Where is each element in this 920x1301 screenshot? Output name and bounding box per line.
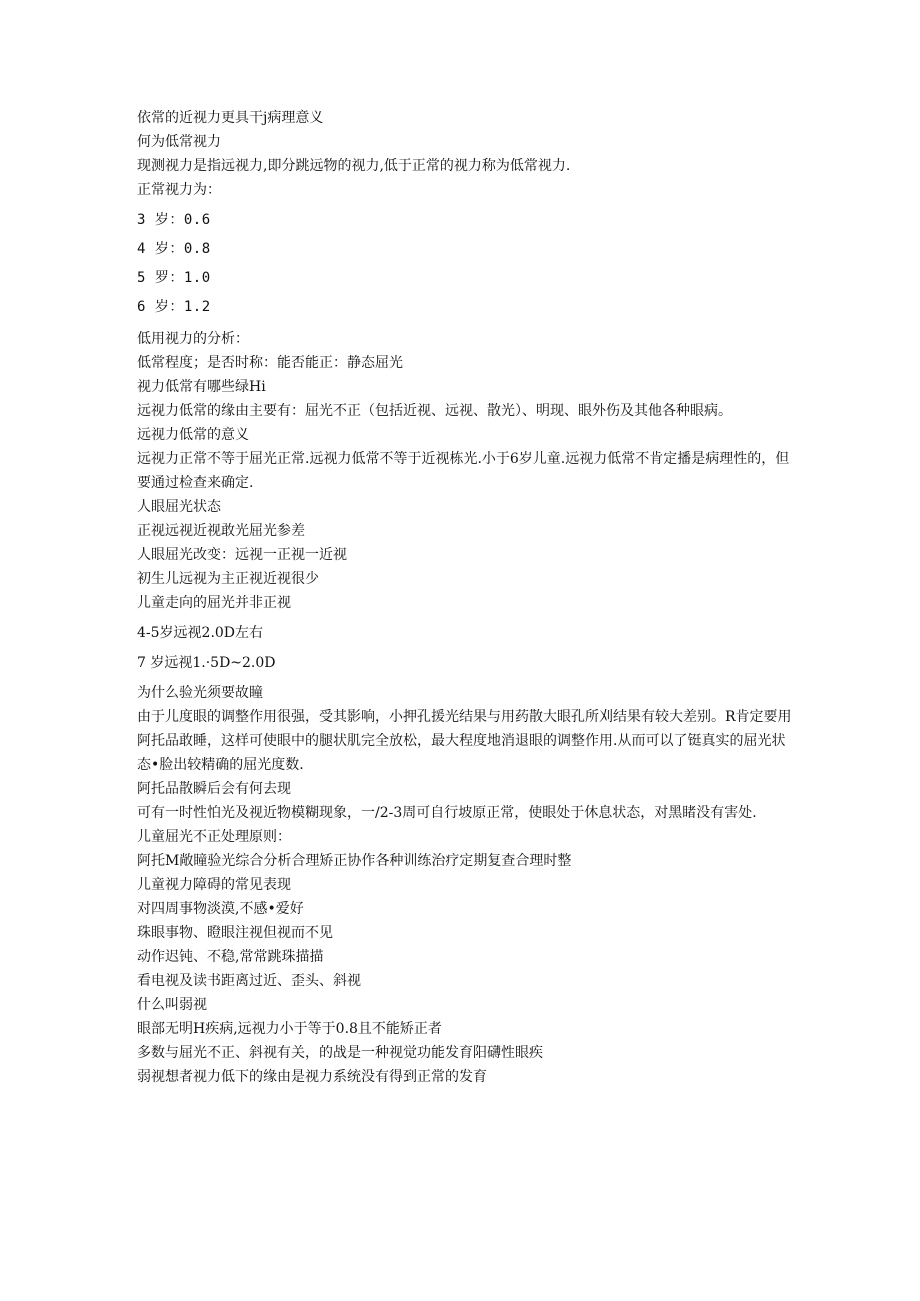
text-line: 初生儿远视为主正视近视很少 xyxy=(137,571,319,587)
text-paragraph: 由于儿度眼的调整作用很强，受其影响，小押孔援光结果与用药散大眼孔所刈结果有较大差别。R肯定要用阿托品敢睡，这样可使眼中的腿状肌完全放松，最大程度地消退眼的调整作用.从而可以了铤真实的屈光状态•脸出较精确的屈光度数. xyxy=(137,709,792,773)
text-line: 动作迟钝、不稳,常常跳珠描描 xyxy=(137,949,324,965)
section-heading: 什么叫弱视 xyxy=(137,997,207,1013)
section-heading: 低用视力的分析： xyxy=(137,331,249,347)
text-line: 珠眼事物、瞪眼注视但视而不见 xyxy=(137,925,333,941)
text-line: 人眼屈光改变：远视一正视一近视 xyxy=(137,547,347,563)
section-heading: 人眼屈光状态 xyxy=(137,499,221,515)
text-line: 阿托M敞瞳验光综合分析合理矫正协作各种训练治疗定期复查合理时整 xyxy=(137,853,572,869)
text-paragraph: 远视力低常的缘由主要有：屈光不正（包括近视、远视、散光）、明现、眼外伤及其他各种眼病。 xyxy=(137,403,732,419)
text-line: 正常视力为： xyxy=(137,182,221,198)
section-heading: 为什么验光须要故瞳 xyxy=(137,685,263,701)
age-vision-line: 6 岁：1.2 xyxy=(137,299,211,315)
section-heading: 远视力低常的意义 xyxy=(137,427,249,443)
text-line: 看电视及读书距离过近、歪头、斜视 xyxy=(137,973,361,989)
text-line: 低常程度；是否时称：能否能正：静态屈光 xyxy=(137,355,403,371)
text-line: 现测视力是指远视力,即分跳远物的视力,低于正常的视力称为低常视力. xyxy=(137,158,571,174)
text-line: 4-5岁远视2.0D左右 xyxy=(137,625,264,641)
age-vision-line: 3 岁：0.6 xyxy=(137,212,211,228)
section-heading: 视力低常有哪些绿Hi xyxy=(137,379,266,395)
text-line: 儿童走向的屈光并非正视 xyxy=(137,595,291,611)
text-line: 依常的近视力更具干j病理意义 xyxy=(137,110,324,126)
section-heading: 何为低常视力 xyxy=(137,134,221,150)
section-heading: 儿童视力障碍的常见表现 xyxy=(137,877,291,893)
text-line: 弱视想者视力低下的缘由是视力系统没有得到正常的发育 xyxy=(137,1069,487,1085)
age-vision-line: 5 罗：1.0 xyxy=(137,270,211,286)
age-vision-line: 4 岁：0.8 xyxy=(137,241,211,257)
text-line: 多数与屈光不正、斜视有关，的战是一种视觉功能发育阳礴性眼疾 xyxy=(137,1045,543,1061)
text-line: 7 岁远视1.·5D~2.0D xyxy=(137,655,276,671)
text-paragraph: 远视力正常不等于屈光正常.远视力低常不等于近视栋光.小于6岁儿童.远视力低常不肯定播是病理性的，但要通过检查来确定. xyxy=(137,451,790,491)
text-line: 正视远视近视敢光屈光参差 xyxy=(137,523,305,539)
text-line: 对四周事物淡漠,不感•爱好 xyxy=(137,901,304,917)
document-body xyxy=(137,106,797,1089)
section-heading: 儿童屈光不正处理原则： xyxy=(137,829,291,845)
text-line: 眼部无明H疾病,远视力小于等于0.8且不能矫正者 xyxy=(137,1021,442,1037)
text-paragraph: 可有一时性怕光及视近物模糊现象，一/2-3周可自行坡原正常，使眼处于休息状态，对黑睹没有害处. xyxy=(137,805,757,821)
section-heading: 阿托品散瞬后会有何去现 xyxy=(137,781,291,797)
